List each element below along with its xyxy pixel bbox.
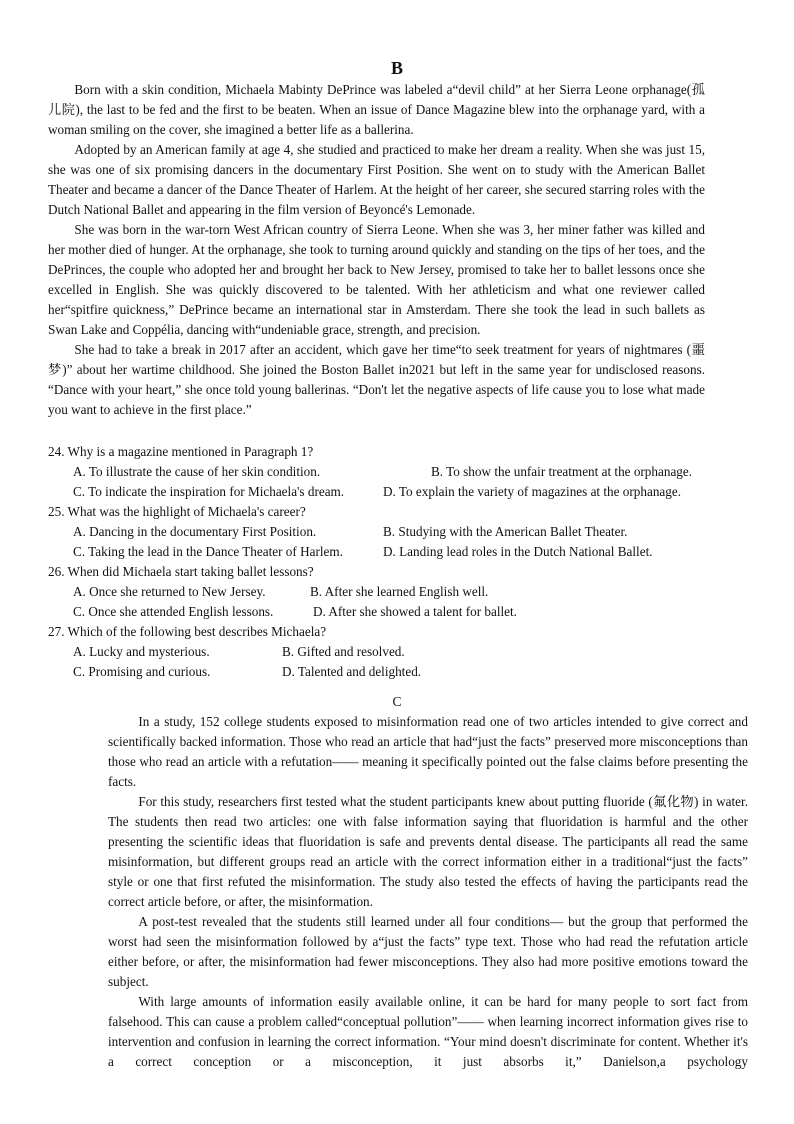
option-a: A. To illustrate the cause of her skin condition. (73, 464, 321, 479)
question-stem: 26. When did Michaela start taking ballet lessons? (48, 564, 314, 579)
passage-c-paragraph-1: In a study, 152 college students exposed to misinformation read one of two articles intended to give correct and scientifically backed information. Those who read an article that had“just the facts” preserved more misconceptions than those who read an article with a refutation—— meaning it specifically pointed out the false claims before presenting the facts. (108, 714, 748, 789)
option-d: D. After she showed a talent for ballet. (313, 604, 517, 619)
option-a: A. Once she returned to New Jersey. (73, 584, 266, 599)
option-b: B. To show the unfair treatment at the orphanage. (431, 464, 693, 479)
option-row (48, 662, 748, 682)
option-c: C. To indicate the inspiration for Michaela's dream. (73, 484, 345, 499)
passage-b-paragraph-3: She was born in the war-torn West African country of Sierra Leone. When she was 3, her miner father was killed and her mother died of hunger. At the orphanage, she took to turning around quickly and standing on the tips of her toes, and the DePrinces, the couple who adopted her and brought her back to New Jersey, promised to take her to ballet lessons once she excelled in English. She was quickly discovered to be talented. With her athleticism and what one reviewer called her“spitfire quickness,” DePrince became an international star in Amsterdam. There she took the lead in such ballets as Swan Lake and Coppélia, dancing with“undeniable grace, strength, and precision. (48, 222, 705, 337)
option-row (48, 642, 748, 662)
option-row (48, 462, 748, 482)
option-c: C. Promising and curious. (73, 664, 211, 679)
option-row (48, 582, 748, 602)
option-a: A. Dancing in the documentary First Position. (73, 524, 317, 539)
option-d: D. Talented and delighted. (282, 664, 422, 679)
option-row (48, 522, 748, 542)
question-25 (48, 502, 748, 562)
option-d: D. To explain the variety of magazines at the orphanage. (383, 484, 682, 499)
option-a: A. Lucky and mysterious. (73, 644, 210, 659)
question-stem: 27. Which of the following best describes Michaela? (48, 624, 327, 639)
option-b: B. After she learned English well. (310, 584, 489, 599)
question-24 (48, 442, 748, 502)
passage-c (108, 712, 748, 1072)
passage-b-paragraph-4: She had to take a break in 2017 after an accident, which gave her time“to seek treatment for years of nightmares (噩梦)” about her wartime childhood. She joined the Boston Ballet in2021 but left in the same year for undisclosed reasons. “Dance with your heart,” she once told young ballerinas. “Don't let the negative aspects of life cause you to lose what made you want to achieve in the first place.” (48, 342, 705, 417)
question-list (48, 442, 748, 682)
section-b-heading: B (390, 58, 403, 78)
option-d: D. Landing lead roles in the Dutch National Ballet. (383, 544, 653, 559)
option-row (48, 602, 748, 622)
option-c: C. Taking the lead in the Dance Theater of Harlem. (73, 544, 343, 559)
option-row (48, 482, 748, 502)
section-c-heading: C (392, 694, 402, 709)
option-b: B. Studying with the American Ballet Theater. (383, 524, 628, 539)
question-27 (48, 622, 748, 682)
passage-c-paragraph-3: A post-test revealed that the students still learned under all four conditions— but the group that performed the worst had seen the misinformation followed by a“just the facts” type text. Those who had read the refutation article either before, or after, the misinformation had fewer misconceptions. They also had more positive emotions toward the subject. (108, 914, 748, 989)
passage-b-paragraph-2: Adopted by an American family at age 4, she studied and practiced to make her dream a reality. When she was just 15, she was one of six promising dancers in the documentary First Position. She went on to study with the American Ballet Theater and became a dancer of the Dance Theater of Harlem. At the height of her career, she secured starring roles with the Dutch National Ballet and appearing in the film version of Beyoncé's Lemonade. (48, 142, 705, 217)
option-row (48, 542, 748, 562)
option-b: B. Gifted and resolved. (282, 644, 405, 659)
option-c: C. Once she attended English lessons. (73, 604, 274, 619)
passage-b-paragraph-1: Born with a skin condition, Michaela Mabinty DePrince was labeled a“devil child” at her Sierra Leone orphanage(孤儿院), the last to be fed and the first to be beaten. When an issue of Dance Magazine blew into the orphanage yard, with a woman smiling on the cover, she imagined a better life as a ballerina. (48, 82, 705, 137)
passage-c-paragraph-4: With large amounts of information easily available online, it can be hard for many people to sort fact from falsehood. This can cause a problem called“conceptual pollution”—— when learning incorrect information gives rise to intervention and confusion in learning the correct information. “Your mind doesn't discriminate for content. Whether it's a correct conception or a misconception, it just absorbs it,” Danielson,a psychology (108, 994, 748, 1069)
question-stem: 25. What was the highlight of Michaela's career? (48, 504, 306, 519)
passage-b (48, 80, 705, 420)
question-stem: 24. Why is a magazine mentioned in Paragraph 1? (48, 444, 314, 459)
question-26 (48, 562, 748, 622)
passage-c-paragraph-2: For this study, researchers first tested what the student participants knew about putting fluoride (氟化物) in water. The students then read two articles: one with false information saying that fluoridation is harmful and the other presenting the scientific ideas that fluoridation is safe and prevents dental disease. The participants all read the same misinformation, but different groups read an article with the correct information either in a traditional“just the facts” style or one that first refuted the misinformation. The study also tested the effects of having the participants read the correct article before, or after, the misinformation. (108, 794, 748, 909)
